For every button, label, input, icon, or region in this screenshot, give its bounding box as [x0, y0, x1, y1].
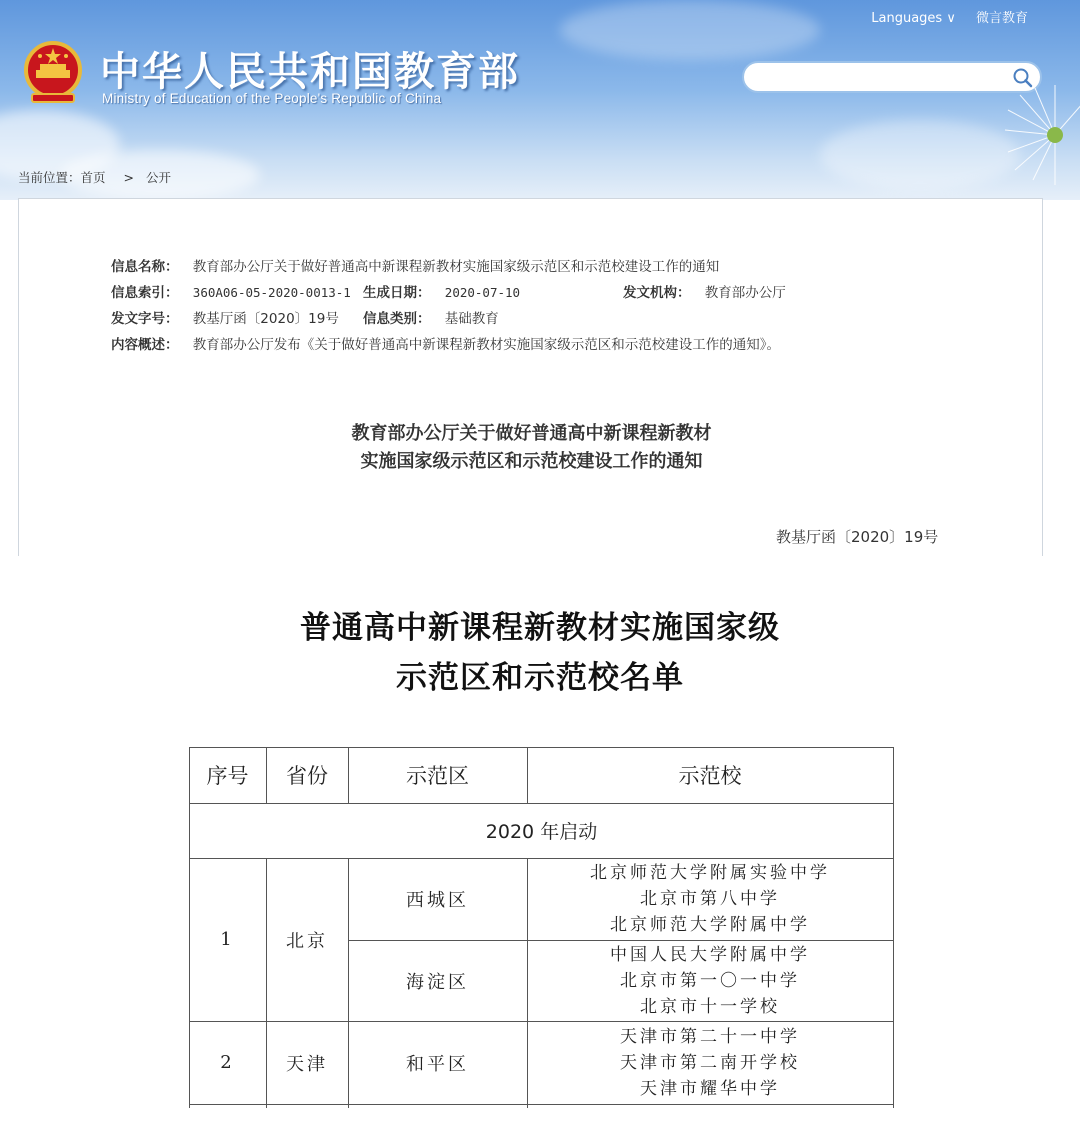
meta-docno-label: 发文字号：	[111, 311, 179, 327]
meta-summary-row	[111, 333, 780, 353]
breadcrumb-public[interactable]: 公开	[145, 170, 171, 185]
site-title-cn[interactable]: 中华人民共和国教育部	[100, 49, 520, 95]
document-number: 教基厅函〔2020〕19号	[776, 528, 939, 546]
languages-link[interactable]: Languages ∨	[871, 11, 956, 26]
meta-name-value: 教育部办公厅关于做好普通高中新课程新教材实施国家级示范区和示范校建设工作的通知	[192, 259, 720, 275]
top-links	[855, 7, 1028, 26]
meta-date-value: 2020-07-10	[444, 285, 521, 300]
meta-index-value: 360A06-05-2020-0013-1	[192, 285, 351, 300]
breadcrumb	[18, 168, 177, 186]
row-schools	[527, 940, 893, 1021]
table-border	[189, 1104, 894, 1105]
meta-org-row	[623, 281, 786, 301]
meta-name-label: 信息名称：	[111, 259, 179, 275]
school-name: 北京市第八中学	[640, 889, 780, 909]
row-district: 西城区	[406, 890, 469, 911]
dandelion-decoration-icon	[1000, 80, 1080, 190]
document-title-line2: 实施国家级示范区和示范校建设工作的通知	[360, 451, 703, 472]
wechat-link[interactable]: 微言教育	[975, 11, 1028, 26]
meta-index-row	[111, 281, 351, 301]
breadcrumb-prefix: 当前位置：	[18, 170, 81, 185]
site-header	[0, 0, 1080, 200]
info-panel	[18, 198, 1043, 556]
row-district: 海淀区	[406, 971, 469, 993]
meta-index-label: 信息索引：	[111, 285, 179, 301]
row-number: 2	[220, 1052, 235, 1073]
row-province: 天津	[286, 1053, 328, 1075]
site-title-en: Ministry of Education of the People's Republic of China	[102, 91, 442, 106]
breadcrumb-separator: >	[123, 170, 134, 185]
meta-summary-label: 内容概述：	[111, 337, 179, 353]
school-name: 北京市十一学校	[640, 996, 780, 1017]
meta-category-label: 信息类别：	[363, 311, 431, 327]
meta-docno-value: 教基厅函〔2020〕19号	[192, 311, 339, 327]
school-name: 北京师范大学附属实验中学	[590, 863, 830, 883]
school-name: 天津市第二十一中学	[620, 1026, 800, 1047]
row-schools	[527, 1021, 893, 1104]
national-emblem-icon[interactable]	[22, 40, 84, 106]
row-schools	[527, 858, 893, 940]
header-school: 示范校	[678, 764, 742, 788]
meta-org-label: 发文机构：	[623, 285, 691, 301]
breadcrumb-home[interactable]: 首页	[80, 170, 106, 185]
meta-name-row	[111, 255, 719, 275]
school-name: 北京师范大学附属中学	[610, 915, 810, 935]
row-province: 北京	[286, 930, 328, 952]
section-row: 2020 年启动	[485, 821, 598, 843]
meta-summary-value: 教育部办公厅发布《关于做好普通高中新课程新教材实施国家级示范区和示范校建设工作的通知》。	[192, 337, 781, 353]
school-name: 北京市第一〇一中学	[620, 970, 800, 991]
row-number: 1	[220, 929, 235, 950]
header-district: 示范区	[406, 764, 469, 788]
school-name: 中国人民大学附属中学	[610, 944, 810, 965]
list-title-line1: 普通高中新课程新教材实施国家级	[300, 610, 780, 646]
meta-category-value: 基础教育	[444, 311, 499, 327]
table-border	[893, 747, 894, 1108]
meta-date-label: 生成日期：	[363, 285, 431, 301]
document-title-line1: 教育部办公厅关于做好普通高中新课程新教材	[351, 423, 712, 444]
meta-category-row	[363, 307, 499, 327]
meta-org-value: 教育部办公厅	[704, 285, 786, 301]
search-input[interactable]	[742, 61, 1042, 93]
meta-date-row	[363, 281, 520, 301]
meta-docno-row	[111, 307, 339, 327]
header-no: 序号	[206, 764, 249, 788]
school-name: 天津市耀华中学	[640, 1078, 780, 1099]
list-title-line2: 示范区和示范校名单	[396, 660, 684, 696]
school-name: 天津市第二南开学校	[620, 1052, 800, 1073]
header-province: 省份	[286, 764, 328, 788]
row-district: 和平区	[406, 1053, 469, 1075]
